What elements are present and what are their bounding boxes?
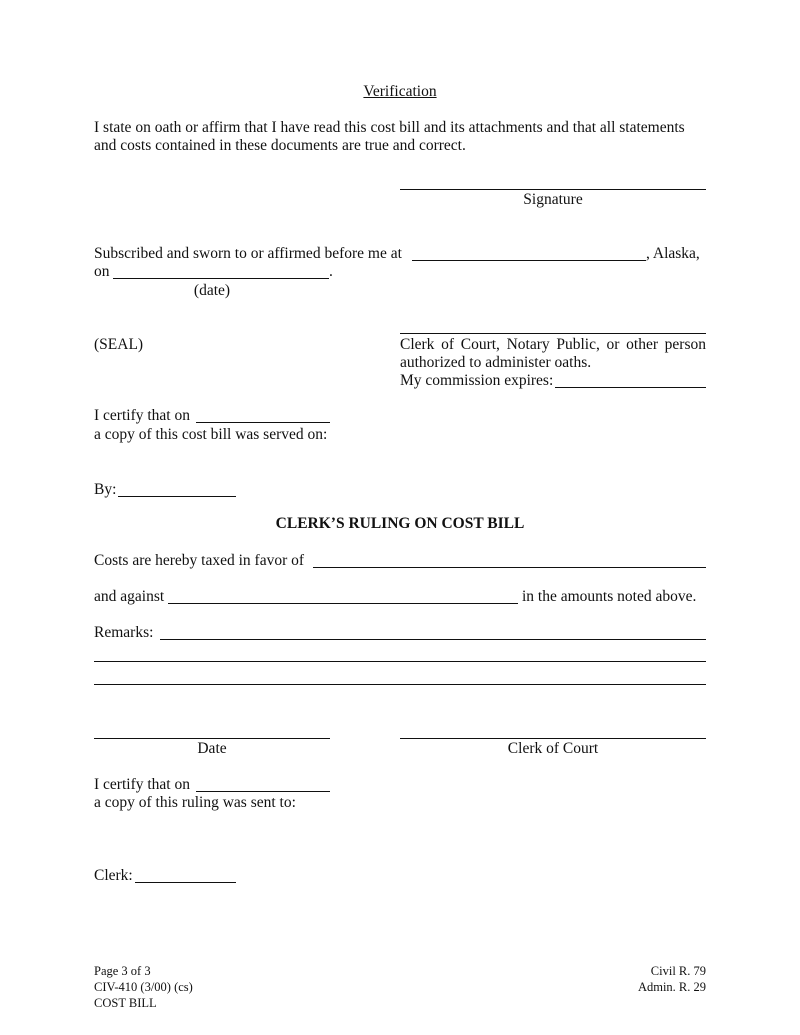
period: .	[329, 263, 333, 280]
remarks-field-line-2[interactable]	[94, 661, 706, 662]
favor-field[interactable]	[313, 567, 706, 568]
certify-text: I certify that on	[94, 407, 190, 424]
clerk-signature-line[interactable]	[400, 738, 706, 739]
footer-form-name: COST BILL	[94, 996, 157, 1010]
footer-form-no: CIV-410 (3/00) (cs)	[94, 980, 193, 994]
location-field[interactable]	[412, 260, 646, 261]
ruling-date-label: Date	[197, 740, 227, 757]
ruling-date-line[interactable]	[94, 738, 330, 739]
by-field[interactable]	[118, 496, 236, 497]
date-label: (date)	[193, 282, 231, 299]
commission-expires-field[interactable]	[555, 387, 706, 388]
subscribed-text: Subscribed and sworn to or affirmed before me at	[94, 245, 402, 262]
favor-text: Costs are hereby taxed in favor of	[94, 552, 305, 569]
officer-line-1: Clerk of Court, Notary Public, or other person	[400, 336, 706, 353]
signature-line[interactable]	[400, 189, 706, 190]
against-field[interactable]	[168, 603, 518, 604]
remarks-label: Remarks:	[94, 624, 154, 641]
officer-signature-line[interactable]	[400, 333, 706, 334]
sent-text: a copy of this ruling was sent to:	[94, 794, 296, 811]
amounts-text: in the amounts noted above.	[522, 588, 697, 605]
commission-label: My commission expires:	[400, 372, 554, 389]
by-label: By:	[94, 481, 117, 498]
remarks-field-line-3[interactable]	[94, 684, 706, 685]
ruling-certify-text: I certify that on	[94, 776, 190, 793]
on-text: on	[94, 263, 110, 280]
verification-title: Verification	[363, 83, 437, 100]
sworn-date-field[interactable]	[113, 278, 329, 279]
ruling-title: CLERK’S RULING ON COST BILL	[275, 515, 525, 532]
ruling-sent-date-field[interactable]	[196, 791, 330, 792]
served-date-field[interactable]	[196, 422, 330, 423]
against-text: and against	[94, 588, 165, 605]
signature-label: Signature	[523, 191, 583, 208]
statement-line-2: and costs contained in these documents are true and correct.	[94, 137, 466, 154]
alaska-text: , Alaska,	[646, 245, 700, 262]
officer-line-2: authorized to administer oaths.	[400, 354, 592, 371]
footer-rule-2: Admin. R. 29	[637, 980, 706, 994]
footer-rule-1: Civil R. 79	[650, 964, 706, 978]
statement-line-1: I state on oath or affirm that I have read this cost bill and its attachments and that all statements	[94, 119, 685, 136]
clerk-sig-field[interactable]	[135, 882, 236, 883]
footer-page: Page 3 of 3	[94, 964, 151, 978]
served-text: a copy of this cost bill was served on:	[94, 426, 328, 443]
clerk-of-court-label: Clerk of Court	[507, 740, 599, 757]
seal-label: (SEAL)	[94, 336, 144, 353]
remarks-field-line-1[interactable]	[160, 639, 706, 640]
clerk-sig-label: Clerk:	[94, 867, 133, 884]
